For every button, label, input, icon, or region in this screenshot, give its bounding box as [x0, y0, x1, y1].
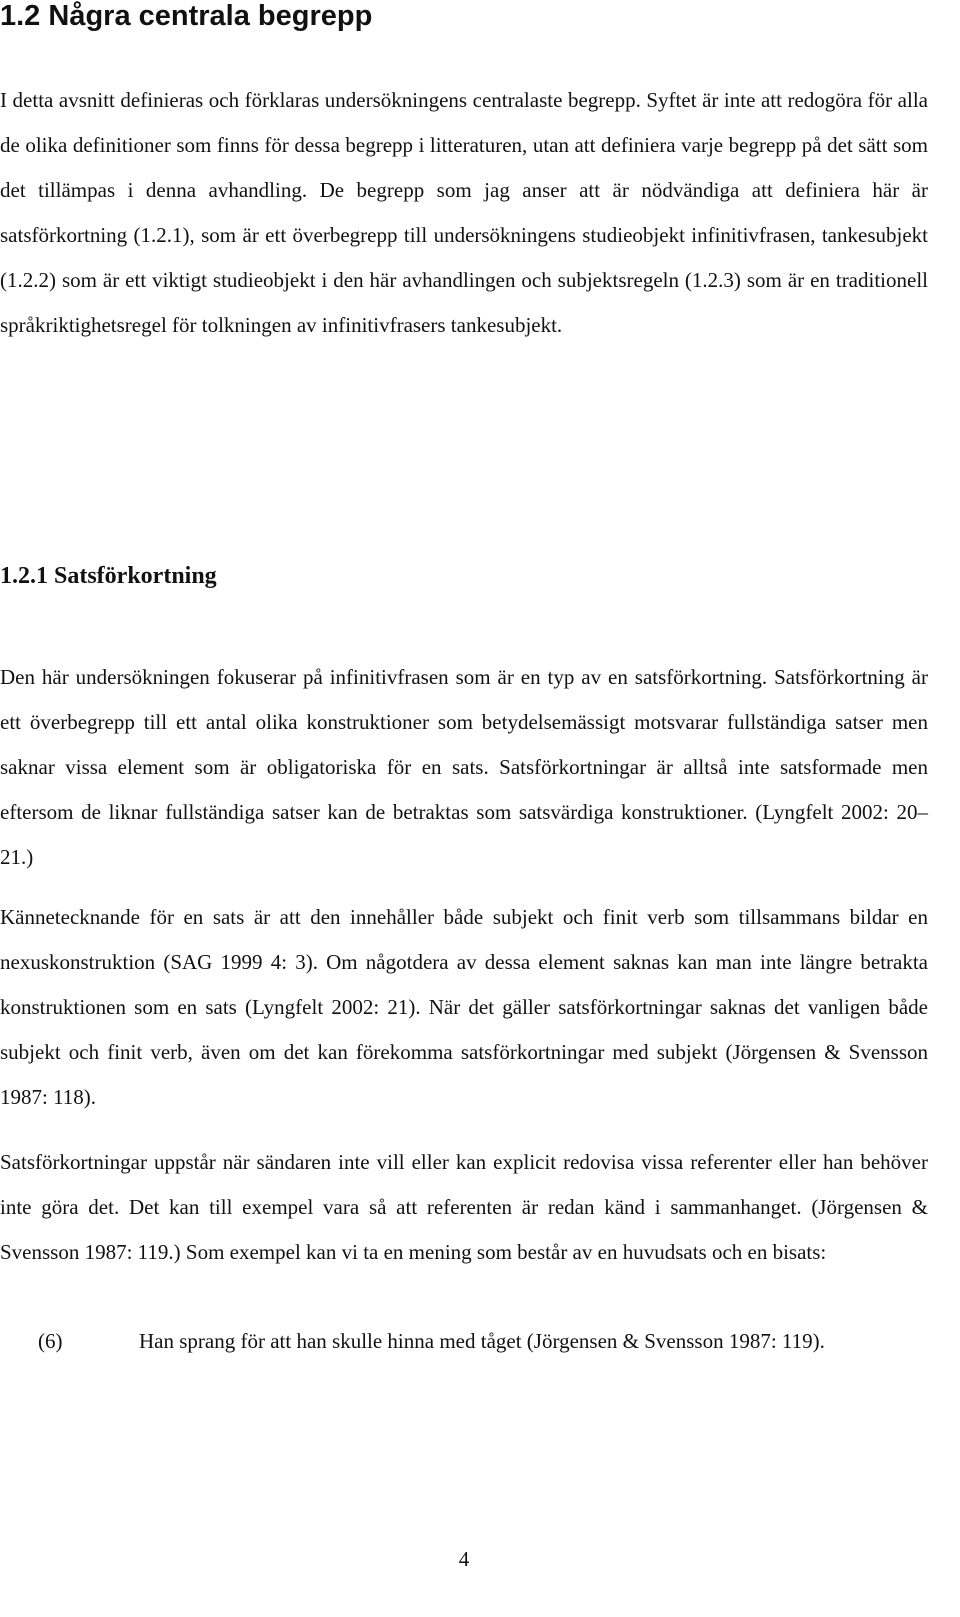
subsection-heading: 1.2.1 Satsförkortning: [0, 563, 217, 589]
section-heading: 1.2 Några centrala begrepp: [0, 0, 373, 32]
page-number: 4: [458, 1547, 470, 1571]
intro-paragraph: I detta avsnitt definieras och förklaras undersökningens centralaste begrepp. Syftet är inte att redogöra för alla de olika definitioner som finns för dessa begrepp i litteraturen, utan att definiera varje begrepp på det sätt som det tillämpas i denna avhandling. De begrepp som jag anser att är nödvändiga att definiera här är satsförkortning (1.2.1), som är ett överbegrepp till undersökningens studieobjekt infinitivfrasen, tankesubjekt (1.2.2) som är ett viktigt studieobjekt i den här avhandlingen och subjektsregeln (1.2.3) som är en traditionell språkriktighetsregel för tolkningen av infinitivfrasers tankesubjekt.: [0, 88, 928, 337]
paragraph-kannetecknande: Kännetecknande för en sats är att den innehåller både subjekt och finit verb som tillsammans bildar en nexuskonstruktion (SAG 1999 4: 3). Om någotdera av dessa element saknas kan man inte längre betrakta konstruktionen som en sats (Lyngfelt 2002: 21). När det gäller satsförkortningar saknas det vanligen både subjekt och finit verb, även om det kan förekomma satsförkortningar med subjekt (Jörgensen & Svensson 1987: 118).: [0, 905, 928, 1109]
example-text: Han sprang för att han skulle hinna med tåget (Jörgensen & Svensson 1987: 119).: [139, 1329, 825, 1353]
paragraph-uppstar: Satsförkortningar uppstår när sändaren inte vill eller kan explicit redovisa vissa referenter eller han behöver inte göra det. Det kan till exempel vara så att referenten är redan känd i sammanhanget. (Jörgensen & Svensson 1987: 119.) Som exempel kan vi ta en mening som består av en huvudsats och en bisats:: [0, 1150, 928, 1264]
example-number: (6): [38, 1329, 63, 1353]
paragraph-satsforkortning: Den här undersökningen fokuserar på infinitivfrasen som är en typ av en satsförkortning. Satsförkortning är ett överbegrepp till ett antal olika konstruktioner som betydelsemässigt motsvarar fullständiga satser men saknar vissa element som är obligatoriska för en sats. Satsförkortningar är alltså inte satsformade men eftersom de liknar fullständiga satser kan de betraktas som satsvärdiga konstruktioner. (Lyngfelt 2002: 20–21.): [0, 665, 928, 869]
